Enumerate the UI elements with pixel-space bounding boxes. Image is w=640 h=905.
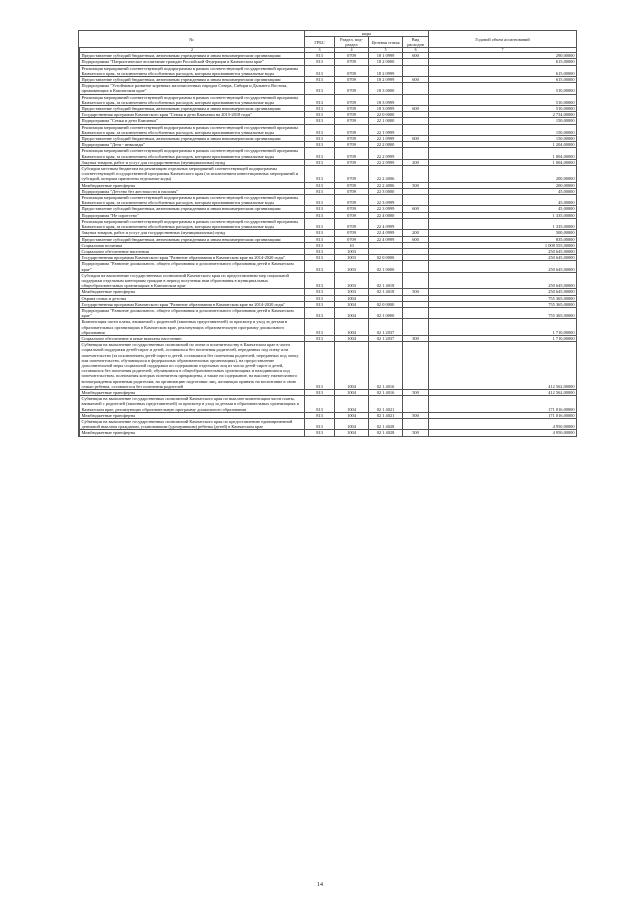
cell-grbs: 813 (305, 195, 335, 206)
cell-name: Подпрограмма "Устойчивое развитие коренных малочисленных народов Севера, Сибири и Дальнего Востока, проживающих в Камчатском крае" (80, 83, 305, 94)
cell-name: Предоставление субсидий бюджетным, автономным учреждениям и иным некоммерческим организациям (80, 53, 305, 59)
cell-razdel: 1004 (335, 301, 369, 307)
cell-amount: 1 335,00000 (429, 218, 577, 229)
cell-name: Предоставление субсидий бюджетным, автономным учреждениям и иным некоммерческим организациям (80, 106, 305, 112)
cell-amount: 200,00000 (429, 182, 577, 188)
cell-name: Межбюджетные трансферты (80, 430, 305, 436)
cell-csr: 02 0 0000 (369, 255, 403, 261)
cell-csr: 02 1 4018 (369, 289, 403, 295)
cell-grbs: 813 (305, 230, 335, 236)
cell-razdel: 0709 (335, 195, 369, 206)
cell-csr: 22 4 0999 (369, 236, 403, 242)
table-row (79, 148, 577, 159)
cell-vr (403, 148, 429, 159)
cell-csr: 02 1 0000 (369, 261, 403, 272)
cell-vr (403, 124, 429, 135)
cell-grbs: 813 (305, 301, 335, 307)
cell-grbs: 813 (305, 159, 335, 165)
cell-name: Подпрограмма "Развитие дошкольного, общего образования и дополнительного образования детей в Камчатском крае" (80, 307, 305, 318)
cell-name: Реализация мероприятий соответствующей подпрограммы в рамках соответствующей государственной программы Камчатского края, за исключением обособленных расходов, которым присваиваются уникальные коды (80, 218, 305, 229)
cell-grbs: 813 (305, 218, 335, 229)
cell-grbs: 813 (305, 335, 335, 341)
cell-vr: 600 (403, 106, 429, 112)
cell-amount: 1 204,00000 (429, 142, 577, 148)
cell-name: Субвенции на выполнение государственных полномочий Камчатского края по выплате компенсации части платы, взимаемой с родителей (законных представителей) за присмотр и уход за детьми в образовательных организациях в Камчатском крае, реализующих образовательную программу дошкольного образования (80, 396, 305, 413)
cell-razdel: 1004 (335, 342, 369, 390)
cell-razdel: 0709 (335, 148, 369, 159)
cell-razdel: 0709 (335, 206, 369, 212)
cell-name: Подпрограмма "Детство без жестокости и насилия" (80, 188, 305, 194)
cell-vr (403, 319, 429, 336)
cell-name: Реализация мероприятий соответствующей подпрограммы в рамках соответствующей государственной программы Камчатского края, за исключением обособленных расходов, которым присваиваются уникальные коды (80, 124, 305, 135)
cell-razdel: 1003 (335, 255, 369, 261)
cell-name: Социальная политика (80, 242, 305, 248)
cell-name: Реализация мероприятий соответствующей подпрограммы в рамках соответствующей государственной программы Камчатского края, за исключением обособленных расходов, которым присваиваются уникальные коды (80, 195, 305, 206)
cell-grbs: 813 (305, 242, 335, 248)
cell-grbs: 813 (305, 412, 335, 418)
cell-name: Закупка товаров, работ и услуг для государственных (муниципальных) нужд (80, 230, 305, 236)
cell-razdel: 1004 (335, 419, 369, 430)
table-row (79, 124, 577, 135)
cell-amount: 615,00000 (429, 77, 577, 83)
table-row (79, 419, 577, 430)
cell-csr: 02 1 4016 (369, 389, 403, 395)
cell-csr: 22 2 4006 (369, 182, 403, 188)
cell-vr: 600 (403, 77, 429, 83)
cell-grbs: 813 (305, 396, 335, 413)
cell-razdel: 0709 (335, 112, 369, 118)
col-num-5: 5 (369, 48, 403, 53)
cell-amount: 1 004,00000 (429, 159, 577, 165)
cell-razdel: 0709 (335, 136, 369, 142)
cell-vr (403, 94, 429, 105)
cell-amount: 1 008 555,00000 (429, 242, 577, 248)
cell-razdel: 0709 (335, 166, 369, 183)
cell-grbs: 813 (305, 124, 335, 135)
table-row (79, 342, 577, 390)
cell-csr: 22 4 0999 (369, 230, 403, 236)
col-num-7: 7 (429, 48, 577, 53)
cell-razdel: 0709 (335, 53, 369, 59)
cell-vr: 600 (403, 236, 429, 242)
cell-csr: 18 3 0000 (369, 83, 403, 94)
cell-grbs: 813 (305, 53, 335, 59)
cell-vr (403, 272, 429, 289)
col-num-4: 4 (335, 48, 369, 53)
cell-amount: 250 645,00000 (429, 248, 577, 254)
cell-grbs: 813 (305, 272, 335, 289)
cell-vr: 500 (403, 182, 429, 188)
cell-name: Подпрограмма "Развитие дошкольного, общего образования и дополнительного образования детей в Камчатском крае" (80, 261, 305, 272)
cell-razdel: 1004 (335, 389, 369, 395)
cell-vr: 600 (403, 206, 429, 212)
cell-razdel: 0709 (335, 182, 369, 188)
cell-amount: 1 710,00000 (429, 335, 577, 341)
cell-razdel: 1004 (335, 319, 369, 336)
cell-grbs: 813 (305, 261, 335, 272)
header-vr: Вид расходов (403, 37, 429, 48)
cell-csr: 22 3 0999 (369, 195, 403, 206)
cell-vr: 600 (403, 53, 429, 59)
cell-amount: 250 645,00000 (429, 261, 577, 272)
cell-grbs: 813 (305, 419, 335, 430)
cell-amount: 150,00000 (429, 124, 577, 135)
cell-name: Реализация мероприятий соответствующей подпрограммы в рамках соответствующей государственной программы Камчатского края, за исключением обособленных расходов, которым присваиваются уникальные коды (80, 94, 305, 105)
cell-csr: 02 1 4018 (369, 272, 403, 289)
cell-vr (403, 218, 429, 229)
cell-name: Субвенции на выполнение государственных полномочий по опеке и попечительству в Камчатском крае в части социальной поддержки детей-сирот и детей, оставшихся без попечения родителей, переданных под опеку или попечительство (за исключением детей-сирот и детей, оставшихся без попечения родителей, переданных под опеку или попечительство, обучающихся в федеральных образовательных организациях), на предоставление дополнительной меры социальной поддержки по содержанию отдельных лиц из числа детей-сирот и детей, оставшихся без попечения родителей, обучавшихся в общеобразовательных организациях и находившихся под попечительством, полномочия которых попечителя прекращены, а также на содержание, на выплату ежемесячного вознаграждения приемным родителям, на организацию подготовки лиц, желающих принять на воспитание в свою семью ребенка, оставшегося без попечения родителей (80, 342, 305, 390)
cell-grbs: 813 (305, 182, 335, 188)
cell-csr: 02 1 4028 (369, 430, 403, 436)
cell-amount: 150,00000 (429, 118, 577, 124)
cell-grbs: 813 (305, 118, 335, 124)
cell-csr: 22 1 0999 (369, 136, 403, 142)
cell-name: Предоставление субсидий бюджетным, автономным учреждениям и иным некоммерческим организациям (80, 236, 305, 242)
cell-name: Охрана семьи и детства (80, 295, 305, 301)
cell-amount: 290,00000 (429, 53, 577, 59)
cell-csr: 22 3 0999 (369, 206, 403, 212)
cell-csr: 18 1 0999 (369, 53, 403, 59)
cell-csr: 22 1 0000 (369, 118, 403, 124)
header-csr: Целевая статья (369, 37, 403, 48)
cell-name: Реализация мероприятий соответствующей подпрограммы в рамках соответствующей государственной программы Камчатского края, за исключением обособленных расходов, которым присваиваются уникальные коды (80, 148, 305, 159)
cell-vr: 500 (403, 430, 429, 436)
cell-razdel: 1003 (335, 272, 369, 289)
cell-vr (403, 195, 429, 206)
cell-name: Предоставление субсидий бюджетным, автономным учреждениям и иным некоммерческим организациям (80, 206, 305, 212)
cell-razdel: 0709 (335, 159, 369, 165)
cell-name: Государственная программа Камчатского края "Развитие образования в Камчатском крае на 2014-2020 годы" (80, 301, 305, 307)
cell-amount: 755 365,00000 (429, 301, 577, 307)
cell-grbs: 813 (305, 248, 335, 254)
cell-razdel: 0709 (335, 118, 369, 124)
cell-grbs: 813 (305, 65, 335, 76)
cell-csr: 18 2 0999 (369, 65, 403, 76)
budget-table (78, 30, 577, 437)
cell-grbs: 813 (305, 430, 335, 436)
cell-amount: 45,00000 (429, 195, 577, 206)
col-num-2: 2 (80, 48, 305, 53)
cell-amount: 510,00000 (429, 83, 577, 94)
cell-csr: 02 1 2037 (369, 319, 403, 336)
cell-vr (403, 83, 429, 94)
cell-grbs: 813 (305, 236, 335, 242)
cell-grbs: 813 (305, 188, 335, 194)
cell-vr: 200 (403, 230, 429, 236)
cell-razdel: 0709 (335, 188, 369, 194)
cell-csr: 02 0 0000 (369, 301, 403, 307)
cell-grbs: 813 (305, 106, 335, 112)
cell-csr: 02 1 4021 (369, 396, 403, 413)
cell-grbs: 813 (305, 206, 335, 212)
cell-amount: 150,00000 (429, 136, 577, 142)
cell-csr: 22 2 4006 (369, 166, 403, 183)
cell-grbs: 813 (305, 77, 335, 83)
cell-name: Межбюджетные трансферты (80, 412, 305, 418)
cell-grbs: 813 (305, 255, 335, 261)
cell-csr: 02 1 0000 (369, 307, 403, 318)
cell-amount: 412 562,00000 (429, 389, 577, 395)
col-num-3: 3 (305, 48, 335, 53)
cell-amount: 4 950,00000 (429, 419, 577, 430)
table-row (79, 261, 577, 272)
cell-name: Межбюджетные трансферты (80, 182, 305, 188)
cell-razdel: 1004 (335, 335, 369, 341)
cell-name: Подпрограмма "Дети - инвалиды" (80, 142, 305, 148)
cell-grbs: 813 (305, 212, 335, 218)
cell-name: Реализация мероприятий соответствующей подпрограммы в рамках соответствующей государственной программы Камчатского края, за исключением обособленных расходов, которым присваиваются уникальные коды (80, 65, 305, 76)
cell-razdel: 0709 (335, 65, 369, 76)
cell-vr: 200 (403, 159, 429, 165)
cell-razdel: 0709 (335, 230, 369, 236)
table-row (79, 195, 577, 206)
cell-amount: 4 950,00000 (429, 430, 577, 436)
cell-grbs: 813 (305, 389, 335, 395)
cell-csr: 02 1 2037 (369, 335, 403, 341)
cell-razdel: 1004 (335, 307, 369, 318)
cell-amount: 250 645,00000 (429, 272, 577, 289)
cell-razdel: 0709 (335, 142, 369, 148)
cell-razdel: 1004 (335, 412, 369, 418)
page-number: 14 (317, 882, 323, 888)
cell-csr: 22 1 0999 (369, 124, 403, 135)
cell-razdel: 0709 (335, 212, 369, 218)
cell-razdel: 1003 (335, 261, 369, 272)
cell-name: Социальное обеспечение населения (80, 248, 305, 254)
cell-amount: 171 016,00000 (429, 396, 577, 413)
cell-razdel: 1004 (335, 430, 369, 436)
cell-amount: 510,00000 (429, 94, 577, 105)
cell-name: Субвенции на выполнение государственных полномочий Камчатского края по предоставлению единовременной денежной выплаты гражданам, усыновившим (удочерившим) ребенка (детей) в Камчатском крае (80, 419, 305, 430)
cell-name: Межбюджетные трансферты (80, 389, 305, 395)
cell-razdel: 0709 (335, 59, 369, 65)
cell-grbs: 813 (305, 295, 335, 301)
table-row (79, 272, 577, 289)
cell-razdel: 0709 (335, 236, 369, 242)
cell-vr (403, 65, 429, 76)
cell-csr: 18 2 0000 (369, 59, 403, 65)
cell-name: Закупка товаров, работ и услуг для государственных (муниципальных) нужд (80, 159, 305, 165)
cell-csr: 18 3 0999 (369, 94, 403, 105)
cell-grbs: 813 (305, 142, 335, 148)
table-body (79, 53, 577, 436)
cell-csr: 22 2 0000 (369, 142, 403, 148)
cell-amount: 835,00000 (429, 236, 577, 242)
cell-csr: 02 1 4021 (369, 412, 403, 418)
cell-razdel: 0709 (335, 124, 369, 135)
cell-amount: 45,00000 (429, 206, 577, 212)
table-row (79, 319, 577, 336)
header-razdel: Раздел, под-раздел (335, 37, 369, 48)
cell-vr: 500 (403, 412, 429, 418)
cell-name: Субсидии местным бюджетам на реализацию отдельных мероприятий соответствующей подпрограммы соответствующей государственной программы Камчатского края (за исключением инвестиционных мероприятий и субсидий, которым присвоены отдельные коды) (80, 166, 305, 183)
cell-csr: 02 1 4016 (369, 342, 403, 390)
cell-amount: 615,00000 (429, 65, 577, 76)
cell-name: Социальное обеспечение и иные выплаты населению (80, 335, 305, 341)
table-row (79, 218, 577, 229)
cell-grbs: 813 (305, 166, 335, 183)
cell-vr (403, 307, 429, 318)
cell-amount: 1 710,00000 (429, 319, 577, 336)
cell-csr: 18 2 0999 (369, 77, 403, 83)
header-amount: Годовой объем ассигнований (429, 31, 577, 48)
cell-amount: 45,00000 (429, 188, 577, 194)
cell-name: Субсидии на выполнение государственных полномочий Камчатского края по предоставлению мер социальной поддержки отдельным категориям граждан в период получения ими образования в муниципальных общеобразовательных организациях в Камчатском крае (80, 272, 305, 289)
cell-name: Подпрограмма "Семья и дети Камчатки" (80, 118, 305, 124)
cell-name: Подпрограмма "Патриотическое воспитание граждан Российской Федерации в Камчатском крае" (80, 59, 305, 65)
cell-csr: 22 2 0999 (369, 148, 403, 159)
cell-grbs: 813 (305, 319, 335, 336)
cell-razdel: 0709 (335, 106, 369, 112)
cell-grbs: 813 (305, 83, 335, 94)
cell-name: Компенсация части платы, взимаемой с родителей (законных представителей) за присмотр и уход за детьми в образовательных организациях в Камчатском крае, реализующих образовательную программу дошкольного образования (80, 319, 305, 336)
cell-name: Предоставление субсидий бюджетным, автономным учреждениям и иным некоммерческим организациям (80, 136, 305, 142)
cell-razdel: 0709 (335, 83, 369, 94)
cell-vr: 600 (403, 136, 429, 142)
cell-csr: 22 3 0000 (369, 188, 403, 194)
cell-razdel: 1003 (335, 248, 369, 254)
cell-amount: 500,00000 (429, 230, 577, 236)
header-grbs: ГРБС (305, 37, 335, 48)
cell-vr: 300 (403, 335, 429, 341)
cell-csr: 18 3 0999 (369, 106, 403, 112)
cell-name: Подпрограмма "Не сиротство" (80, 212, 305, 218)
table-row (79, 65, 577, 76)
cell-amount: 615,00000 (429, 59, 577, 65)
col-num-6: 6 (403, 48, 429, 53)
cell-vr: 500 (403, 289, 429, 295)
cell-vr (403, 419, 429, 430)
cell-razdel: 0709 (335, 94, 369, 105)
cell-amount: 1 335,00000 (429, 212, 577, 218)
cell-name: Предоставление субсидий бюджетным, автономным учреждениям и иным некоммерческим организациям (80, 77, 305, 83)
cell-grbs: 813 (305, 112, 335, 118)
table-row (79, 166, 577, 183)
table-row (79, 430, 577, 436)
cell-grbs: 813 (305, 307, 335, 318)
cell-grbs: 813 (305, 59, 335, 65)
table-row (79, 94, 577, 105)
cell-grbs: 813 (305, 148, 335, 159)
cell-csr: 22 0 0000 (369, 112, 403, 118)
cell-amount: 250 645,00000 (429, 289, 577, 295)
cell-vr (403, 261, 429, 272)
cell-grbs: 813 (305, 342, 335, 390)
cell-razdel: 1004 (335, 295, 369, 301)
cell-vr (403, 396, 429, 413)
cell-vr (403, 166, 429, 183)
cell-name: Государственная программа Камчатского края "Развитие образования в Камчатском крае на 2014-2020 годы" (80, 255, 305, 261)
cell-name: Межбюджетные трансферты (80, 289, 305, 295)
cell-grbs: 813 (305, 136, 335, 142)
table-row (79, 307, 577, 318)
header-codes: коды (305, 31, 429, 37)
cell-razdel: 1004 (335, 396, 369, 413)
header-num: № (79, 31, 305, 48)
cell-razdel: 0709 (335, 77, 369, 83)
cell-amount: 171 016,00000 (429, 412, 577, 418)
cell-name: Государственная программа Камчатского края "Семья и дети Камчатки на 2015-2018 годы" (80, 112, 305, 118)
cell-csr: 02 1 4028 (369, 419, 403, 430)
cell-amount: 755 365,00000 (429, 295, 577, 301)
cell-amount: 200,00000 (429, 166, 577, 183)
cell-razdel: 1003 (335, 289, 369, 295)
cell-amount: 1 004,00000 (429, 148, 577, 159)
cell-razdel: 10 (335, 242, 369, 248)
cell-vr: 500 (403, 389, 429, 395)
cell-amount: 2 734,00000 (429, 112, 577, 118)
table-row (79, 83, 577, 94)
cell-amount: 412 562,00000 (429, 342, 577, 390)
cell-csr: 22 4 0000 (369, 212, 403, 218)
cell-razdel: 0709 (335, 218, 369, 229)
cell-csr: 22 4 0999 (369, 218, 403, 229)
cell-amount: 510,00000 (429, 106, 577, 112)
cell-amount: 250 645,00000 (429, 255, 577, 261)
cell-vr (403, 342, 429, 390)
cell-amount: 755 365,00000 (429, 307, 577, 318)
cell-csr: 22 2 0999 (369, 159, 403, 165)
table-row (79, 396, 577, 413)
cell-grbs: 813 (305, 94, 335, 105)
cell-grbs: 813 (305, 289, 335, 295)
